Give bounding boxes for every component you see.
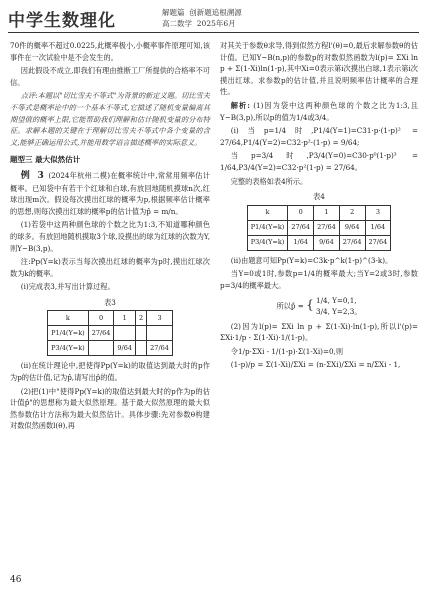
header-section: 解题篇 — [162, 8, 185, 17]
table-cell: 2 — [339, 205, 365, 220]
table-cell — [147, 326, 173, 341]
table-cell: 27/64 — [314, 220, 340, 235]
header-rule — [8, 32, 419, 33]
table-row — [247, 235, 391, 250]
table-title: 表4 — [313, 192, 325, 202]
table-cell: 27/64 — [339, 235, 365, 250]
solution-step: 完整的表格如表4所示。 — [230, 176, 308, 186]
journal-logo: 中学生数理化 — [8, 11, 116, 31]
page-header — [0, 0, 427, 40]
piecewise-cases — [316, 295, 362, 318]
header-subject: 高二数学 — [162, 19, 192, 28]
table-cell: P1/4(Y=k) — [48, 326, 89, 341]
table-cell — [114, 326, 136, 341]
table-cell: P1/4(Y=k) — [247, 220, 288, 235]
header-topic: 创新题追根溯源 — [189, 8, 242, 17]
table-cell: 27/64 — [88, 326, 114, 341]
header-date: 2025年6月 — [196, 19, 236, 28]
example-text: (2024年杭州二模)在概率统计中,常常用频率估计概率。已知袋中有若干个红球和白球,有放回地随机摸球n次,红球出现m次。假设每次摸出红球的概率为p,根据频率估计概率的思想,则每次摸出红球的概率p的估计值为p̂ = m/n。 — [10, 170, 210, 216]
header-meta — [162, 7, 242, 29]
piecewise-case: 3/4, Y=2,3。 — [316, 307, 362, 317]
solution-intro — [220, 100, 418, 123]
table-cell: 1/64 — [288, 235, 314, 250]
solution-step: (ii)由题意可知Pp(Y=k)=C3k·p^k(1-p)^(3-k)。 — [230, 255, 393, 265]
table-cell — [136, 326, 147, 341]
table-cell: 2 — [136, 311, 147, 326]
question-part: (i)完成表3,并写出计算过程。 — [20, 282, 115, 292]
table-row — [48, 326, 173, 341]
right-column — [220, 40, 418, 373]
solution-step: (i)当p=1/4时,P1/4(Y=1)=C31·p·(1-p)² = 27/64,P1/4(Y=2)=C32·p²·(1-p) = 9/64; — [220, 126, 418, 147]
commentary: 点评:本题以"切比雪夫不等式"为背景的新定义题。切比雪夫不等式是概率论中的一个基本不等式,它描述了随机变量偏离其期望值的概率上限,它能帮助我们理解和估计随机变量的分布特征。求解本题的关键在于理解切比雪夫不等式中各个变量的含义,能够正确运用公式,并能用数学语言描述概率的实际意义。 — [10, 91, 210, 147]
solution-step: (1-p)/p = Σ(1-Xi)/ΣXi = (n-ΣXi)/ΣXi = n/ΣXi - 1, — [230, 360, 401, 370]
table-row — [247, 205, 391, 220]
table-row — [247, 220, 391, 235]
page-number: 46 — [10, 575, 22, 585]
table-cell: 3 — [147, 311, 173, 326]
solution-step: (2)因为l(p)= ΣXi ln p + Σ(1-Xi)·ln(1-p),所以l'(p)= ΣXi·1/p - Σ(1-Xi)·1/(1-p)。 — [220, 321, 418, 343]
table-cell: 1 — [114, 311, 136, 326]
table-cell: 1/64 — [365, 220, 391, 235]
table-cell: k — [247, 205, 288, 220]
solution-step: 令1/p·ΣXi - 1/(1-p)·Σ(1-Xi)=0,则 — [230, 346, 344, 356]
section-heading: 题型三 最大似然估计 — [10, 155, 81, 165]
table-cell — [136, 341, 147, 356]
question-note: 注:Pp(Y=k)表示当每次摸出红球的概率为p时,摸出红球次数为k的概率。 — [10, 257, 210, 278]
question-part: (2)把(1)中"使得Pp(Y=k)的取值达到最大时的p作为p的估计值p̂"的思想称为最大似然原理。基于最大似然原理的最大似然参数估计方法称为最大似然估计。具体步骤:先对参数θ构建对数似然函数l(θ),再 — [10, 386, 210, 431]
table-cell: 27/64 — [365, 235, 391, 250]
left-column — [10, 40, 210, 434]
table-cell: 0 — [288, 205, 314, 220]
table-row — [48, 311, 173, 326]
table-cell: P3/4(Y=k) — [48, 341, 89, 356]
paragraph: 因此假设不成立,即我们有理由推断工厂所提供的合格率不可信。 — [10, 66, 210, 87]
piecewise-lhs: 所以p̂ = — [276, 301, 304, 311]
piecewise-result — [220, 295, 418, 318]
table-row — [48, 341, 173, 356]
question-part: (ii)在统计理论中,把使得Pp(Y=k)的取值达到最大时的p作为p的估计值,记为p̂,请写出p̂的值。 — [10, 361, 210, 383]
table-cell: k — [48, 311, 89, 326]
table-cell: 27/64 — [288, 220, 314, 235]
table-3 — [47, 310, 173, 356]
solution-text: (1)因为袋中这两种颜色球的个数之比为1:3,且Y~B(3,p),所以p的值为1/4或3/4。 — [220, 100, 418, 122]
table-cell: 1 — [314, 205, 340, 220]
table-cell: 9/64 — [314, 235, 340, 250]
paragraph: 对其关于参数θ求导,得到似然方程l'(θ)=0,最后求解参数θ的估计值。已知Y~B(n,p)的参数p的对数似然函数为l(p)= ΣXi ln p + Σ(1-Xi)ln(1-p),其中Xi=0表示第i次摸出白球,1表示第i次摸出红球。求参数p的估计值,并且说明频率估计概率的合理性。 — [220, 41, 418, 97]
table-cell: 9/64 — [339, 220, 365, 235]
table-cell: 9/64 — [114, 341, 136, 356]
table-cell: P3/4(Y=k) — [247, 235, 288, 250]
example-statement — [10, 170, 210, 217]
table-cell: 27/64 — [147, 341, 173, 356]
solution-label: 解析: — [230, 100, 250, 110]
solution-step: 当Y=0或1时,参数p=1/4的概率最大;当Y=2或3时,参数p=3/4的概率最大。 — [220, 269, 418, 290]
brace-glyph: { — [306, 297, 314, 312]
piecewise-case: 1/4, Y=0,1, — [316, 295, 357, 305]
table-title: 表3 — [104, 297, 116, 307]
table-cell: 3 — [365, 205, 391, 220]
paragraph: 70件的概率不超过0.0225,此概率极小,小概率事件原理可知,该事件在一次试验中是不会发生的。 — [10, 41, 210, 62]
question-part: (1)若袋中这两种颜色球的个数之比为1:3,不知道哪种颜色的球多。有放回地随机摸取3个球,设摸出的球为红球的次数为Y,则Y~B(3,p)。 — [10, 220, 210, 253]
solution-step: 当p=3/4时,P3/4(Y=0)=C30·p⁰(1-p)³ = 1/64,P3/4(Y=2)=C32·p²(1-p) = 27/64。 — [220, 151, 418, 172]
table-cell: 0 — [88, 311, 114, 326]
table-cell — [88, 341, 114, 356]
table-4 — [247, 205, 392, 251]
example-label: 例 3 — [20, 170, 46, 181]
